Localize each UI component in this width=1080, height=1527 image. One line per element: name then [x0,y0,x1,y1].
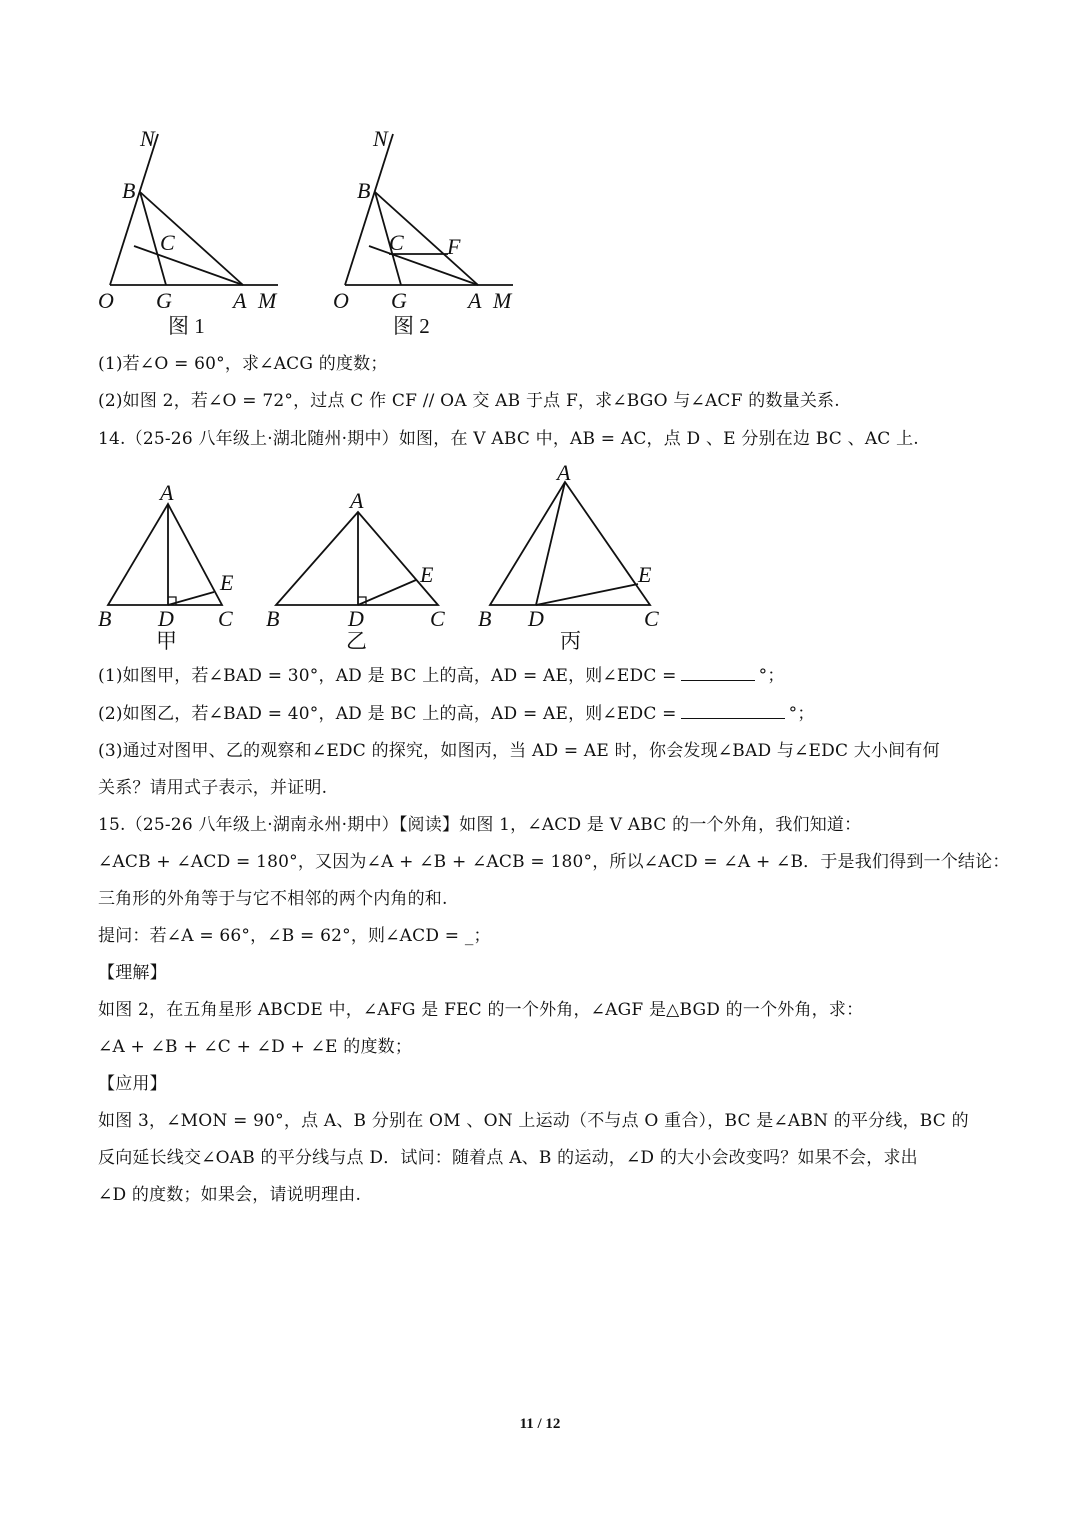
figure-q13-2 [325,120,535,340]
label-F: F [447,234,461,259]
segment-AC [134,246,243,285]
figure-q14-jia [90,480,250,660]
ray-ON [345,134,393,285]
label-B: B [266,606,280,631]
q14-part2 [98,702,988,726]
figure-caption: 乙 [346,629,367,653]
q14-part3-line1: (3)通过对图甲、乙的观察和∠EDC 的探究，如图丙，当 AD = AE 时，你会发现∠BAD 与∠EDC 大小间有何 [98,741,940,761]
q15-line8: 反向延长线交∠OAB 的平分线与点 D．试问：随着点 A、B 的运动，∠D 的大小会改变吗？如果不会，求出 [98,1148,918,1168]
figure-caption: 丙 [560,629,581,653]
figure-caption: 图 2 [393,314,430,338]
label-E: E [420,562,434,587]
q15-line7: 如图 3，∠MON = 90°，点 A、B 分别在 OM 、ON 上运动（不与点 O 重合），BC 是∠ABN 的平分线，BC 的 [98,1111,969,1131]
triangle-ABC [108,504,222,605]
label-M: M [493,288,512,313]
label-G: G [391,288,407,313]
q14-part2-text: (2)如图乙，若∠BAD = 40°，AD 是 BC 上的高，AD = AE，则∠EDC = [98,704,677,724]
q15-line6: ∠A + ∠B + ∠C + ∠D + ∠E 的度数； [98,1037,413,1057]
segment-BA [140,192,243,285]
q14-part1-unit: °； [758,666,785,686]
label-A: A [557,460,571,485]
segment-AC [369,246,478,285]
q15-line9: ∠D 的度数；如果会，请说明理由. [98,1185,362,1205]
label-D: D [158,606,174,631]
label-D: D [528,606,544,631]
segment-DE [536,584,638,605]
q14-stem: 14.（25-26 八年级上·湖北随州·期中）如图，在 V ABC 中，AB = AC，点 D 、E 分别在边 BC 、AC 上. [98,429,919,449]
q15-line5: 如图 2，在五角星形 ABCDE 中，∠AFG 是 FEC 的一个外角，∠AGF 是△BGD 的一个外角，求： [98,1000,864,1020]
q15-line4: 提问：若∠A = 66°，∠B = 62°，则∠ACD = _； [98,926,491,946]
label-C: C [218,606,233,631]
segment-AD [536,482,565,605]
label-E: E [638,562,652,587]
q15-heading-understand: 【理解】 [98,963,167,983]
figure-caption: 图 1 [168,314,205,338]
label-B: B [98,606,112,631]
segment-DE [358,580,416,605]
label-C: C [644,606,659,631]
label-B: B [357,178,371,203]
label-E: E [220,570,234,595]
q14-part1-text: (1)如图甲，若∠BAD = 30°，AD 是 BC 上的高，AD = AE，则∠EDC = [98,666,677,686]
q13-part1: (1)若∠O = 60°，求∠ACG 的度数； [98,354,388,374]
answer-blank-1[interactable] [681,666,755,681]
label-C: C [430,606,445,631]
page-number: 11 / 12 [519,1416,561,1432]
segment-DE [168,592,214,605]
label-A: A [468,288,482,313]
label-O: O [98,288,114,313]
figure-q13-1 [90,120,300,340]
q14-part1 [98,664,988,688]
label-N: N [373,126,388,151]
label-G: G [156,288,172,313]
q15-line3: 三角形的外角等于与它不相邻的两个内角的和. [98,889,448,909]
figure-q14-bing [470,458,670,658]
q15-line2: ∠ACB + ∠ACD = 180°，又因为∠A + ∠B + ∠ACB = 180°，所以∠ACD = ∠A + ∠B．于是我们得到一个结论： [98,852,1010,872]
label-B: B [122,178,136,203]
answer-blank-2[interactable] [681,704,785,719]
label-A: A [160,480,174,505]
figure-caption: 甲 [156,629,177,653]
label-A: A [233,288,247,313]
ray-ON [110,134,158,285]
figure-q14-yi [258,480,458,660]
q15-stem: 15.（25-26 八年级上·湖南永州·期中）【阅读】如图 1，∠ACD 是 V ABC 的一个外角，我们知道： [98,815,862,835]
label-A: A [350,488,364,513]
q14-part2-unit: °； [788,704,815,724]
label-C: C [389,230,404,255]
label-B: B [478,606,492,631]
label-M: M [258,288,277,313]
q15-heading-apply: 【应用】 [98,1074,167,1094]
label-C: C [160,230,175,255]
label-D: D [348,606,364,631]
label-N: N [140,126,155,151]
q13-part2: (2)如图 2，若∠O = 72°，过点 C 作 CF // OA 交 AB 于点 F，求∠BGO 与∠ACF 的数量关系. [98,391,840,411]
label-O: O [333,288,349,313]
q14-part3-line2: 关系？请用式子表示，并证明. [98,778,328,798]
triangle-ABC [276,512,438,605]
